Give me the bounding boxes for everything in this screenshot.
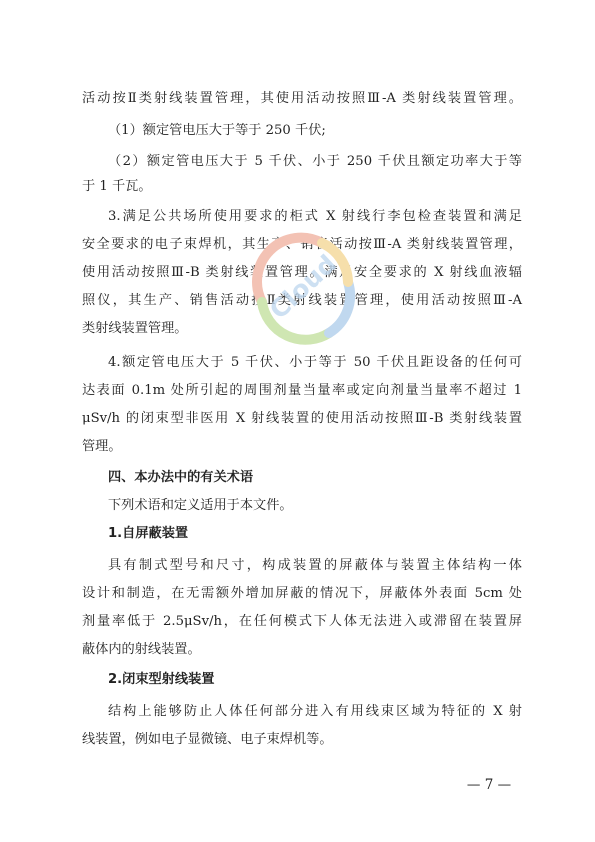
watermark-text: Cloud [263,249,343,325]
list-item-continuation: 于 1 千瓦。 [82,179,152,194]
term-heading: 2.闭束型射线装置 [108,672,215,687]
page-number: — 7 — [466,777,512,793]
body-text-line: μSv/h 的闭束型非医用 X 射线装置的使用活动按照Ⅲ-B 类射线装置 [82,411,522,426]
definition-line: 结构上能够防止人体任何部分进入有用线束区域为特征的 X 射 [108,704,522,719]
body-text-line: 达表面 0.1m 处所引起的周围剂量当量率或定向剂量当量率不超过 1 [82,383,522,398]
definition-line: 蔽体内的射线装置。 [82,642,201,657]
body-text-line: 使用活动按照Ⅲ-B 类射线装置管理。满足安全要求的 X 射线血液辐 [82,265,522,280]
definition-line: 剂量率低于 2.5μSv/h，在任何模式下人体无法进入或滞留在装置屏 [82,614,522,629]
body-text-line: 照仪，其生产、销售活动按Ⅱ类射线装置管理，使用活动按照Ⅲ-A [82,293,522,308]
body-text-line: 管理。 [82,439,122,454]
body-text-line: 类射线装置管理。 [82,321,188,336]
body-text-line: 活动按Ⅱ类射线装置管理，其使用活动按照Ⅲ-A 类射线装置管理。 [82,91,522,106]
term-heading: 1.自屏蔽装置 [108,526,189,541]
body-text-line: 下列术语和定义适用于本文件。 [108,498,293,513]
numbered-paragraph-line: 3.满足公共场所使用要求的柜式 X 射线行李包检查装置和满足 [108,209,522,224]
list-item-line: （2）额定管电压大于 5 千伏、小于 250 千伏且额定功率大于等 [108,154,522,169]
list-item-line: （1）额定管电压大于等于 250 千伏; [108,123,326,138]
definition-line: 设计和制造，在无需额外增加屏蔽的情况下，屏蔽体外表面 5cm 处 [82,586,522,601]
section-heading: 四、本办法中的有关术语 [108,470,254,485]
body-text-line: 安全要求的电子束焊机，其生产、销售活动按Ⅲ-A 类射线装置管理， [82,237,522,252]
definition-line: 具有制式型号和尺寸，构成装置的屏蔽体与装置主体结构一体 [108,558,522,573]
numbered-paragraph-line: 4.额定管电压大于 5 千伏、小于等于 50 千伏且距设备的任何可 [108,355,522,370]
definition-line: 线装置，例如电子显微镜、电子束焊机等。 [82,732,333,747]
